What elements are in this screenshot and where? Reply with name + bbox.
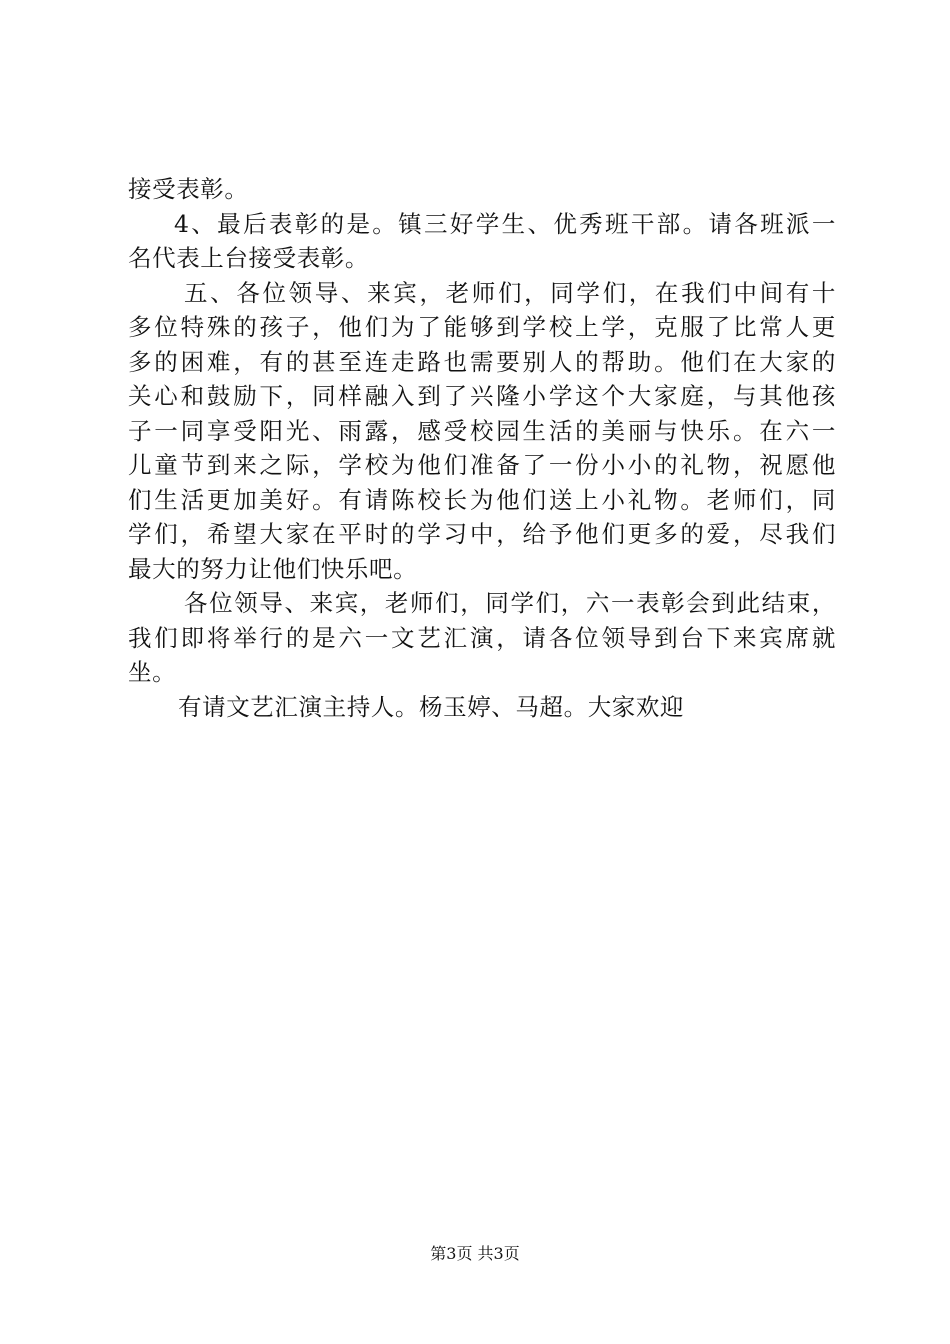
page-number-footer: 第3页 共3页 [430, 1244, 520, 1263]
text-line: 子一同享受阳光、雨露，感受校园生活的美丽与快乐。在六一 [128, 416, 836, 445]
text-line: 们生活更加美好。有请陈校长为他们送上小礼物。老师们，同 [128, 485, 836, 514]
text-line: 关心和鼓励下，同样融入到了兴隆小学这个大家庭，与其他孩 [128, 382, 836, 410]
text-line: 4、最后表彰的是。镇三好学生、优秀班干部。请各班派一 [174, 209, 836, 238]
text-line: 接受表彰。 [128, 175, 249, 203]
document-body [128, 172, 836, 724]
text-line: 名代表上台接受表彰。 [128, 244, 369, 272]
text-line: 最大的努力让他们快乐吧。 [128, 554, 418, 583]
text-line: 多的困难，有的甚至连走路也需要别人的帮助。他们在大家的 [128, 347, 836, 376]
text-line: 多位特殊的孩子，他们为了能够到学校上学，克服了比常人更 [128, 313, 836, 341]
text-line: 坐。 [128, 658, 177, 686]
text-line: 儿童节到来之际，学校为他们准备了一份小小的礼物，祝愿他 [128, 451, 836, 479]
text-line: 各位领导、来宾，老师们，同学们，六一表彰会到此结束， [184, 589, 836, 617]
text-line: 学们，希望大家在平时的学习中，给予他们更多的爱，尽我们 [128, 520, 836, 548]
text-line: 有请文艺汇演主持人。杨玉婷、马超。大家欢迎 [178, 692, 685, 721]
text-line: 五、各位领导、来宾，老师们，同学们，在我们中间有十 [184, 278, 836, 307]
text-line: 我们即将举行的是六一文艺汇演，请各位领导到台下来宾席就 [128, 623, 836, 652]
